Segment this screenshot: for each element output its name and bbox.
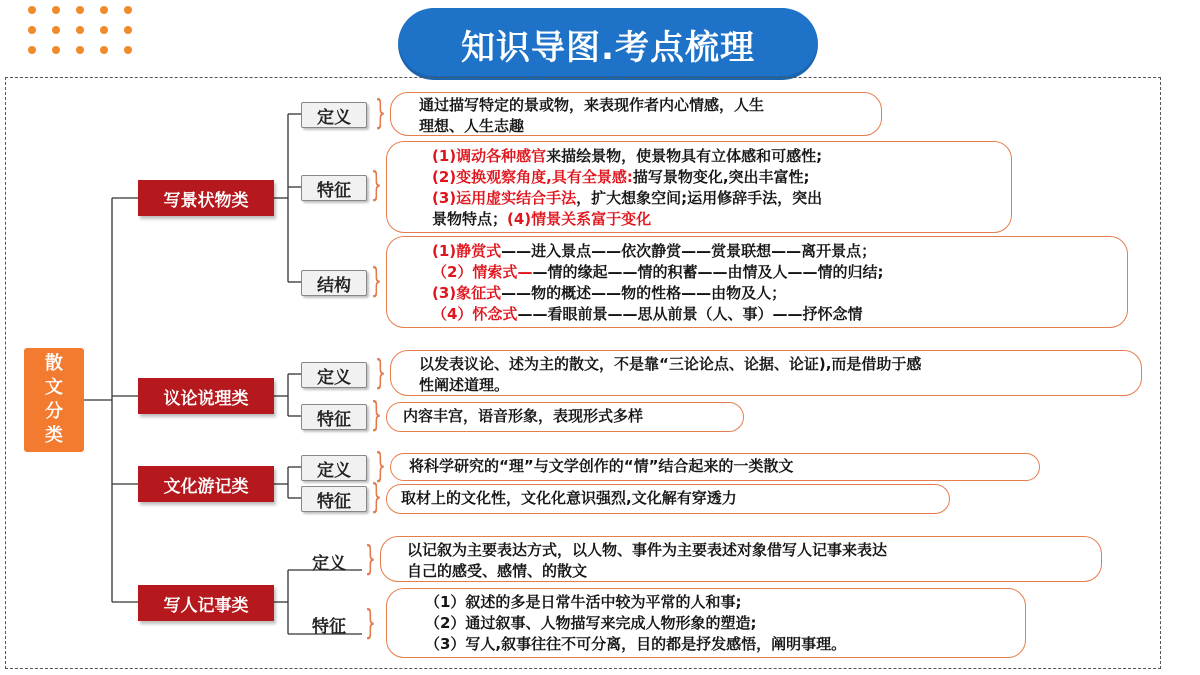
category-argument: 议论说理类 — [138, 378, 274, 414]
definition-line: 将科学研究的“理”与文学创作的“情”结合起来的一类散文 — [409, 457, 794, 475]
brace-icon: } — [375, 446, 386, 486]
definition-line: 自己的感受、感情、的散文 — [407, 562, 588, 580]
definition-line: 以记叙为主要表达方式，以人物、事件为主要表述对象借写人记事来表达 — [407, 541, 888, 559]
brace-icon: } — [371, 477, 382, 517]
category-people-events: 写人记事类 — [138, 585, 274, 621]
definition-callout — [390, 453, 1040, 481]
definition-line: 性阐述道理。 — [419, 376, 510, 394]
feature-line: （1）叙述的多是日常牛活中较为平常的人和事; — [425, 593, 742, 611]
definition-callout — [380, 536, 1102, 582]
definition-line: 理想、人生志趣 — [419, 117, 525, 135]
features-callout — [386, 402, 744, 432]
brace-icon: } — [365, 539, 376, 579]
label-definition: 定义 — [301, 102, 367, 128]
brace-icon: } — [371, 165, 382, 205]
structure-line: （4）怀念式——看眼前景——思从前景（人、事）——抒怀念情 — [432, 305, 863, 323]
brace-icon: } — [365, 603, 376, 643]
label-definition: 定义 — [301, 362, 367, 388]
feature-line: （3）写人,叙事往往不可分离，目的都是抒发感悟，阐明事理。 — [425, 635, 847, 653]
label-features: 特征 — [312, 616, 346, 637]
structure-line: （2）情索式——情的缘起——情的积蓄——由情及人——情的归结; — [432, 263, 884, 281]
structure-line: (3)象征式——物的概述——物的性格——由物及人； — [432, 284, 787, 302]
definition-callout — [390, 92, 882, 136]
structure-callout — [386, 236, 1128, 328]
brace-icon: } — [371, 261, 382, 301]
definition-line: 通过描写特定的景或物，来表现作者内心情感，人生 — [419, 96, 765, 114]
features-callout — [386, 588, 1026, 658]
label-features: 特征 — [301, 175, 367, 201]
structure-line: (1)静赏式——进入景点——依次静赏——赏景联想——离开景点； — [432, 242, 877, 260]
category-travel: 文化游记类 — [138, 466, 274, 502]
feature-line: (3)运用虚实结合手法，扩大想象空间;运用修辞手法，突出 — [432, 189, 823, 207]
label-structure: 结构 — [301, 270, 367, 296]
feature-line: 景物特点；(4)情景关系富于变化 — [432, 210, 652, 228]
label-features: 特征 — [301, 404, 367, 430]
label-definition: 定义 — [301, 455, 367, 481]
brace-icon: } — [371, 395, 382, 435]
feature-line: 内容丰宫，语音形象，表现形式多样 — [403, 407, 644, 425]
label-definition: 定义 — [312, 553, 346, 574]
features-callout — [386, 141, 1012, 233]
feature-line: （2）通过叙事、人物描写来完成人物形象的塑造; — [425, 614, 757, 632]
category-scenery: 写景状物类 — [138, 180, 274, 216]
feature-line: (2)变换观察角度,具有全景感:描写景物变化,突出丰富性; — [432, 168, 810, 186]
definition-callout — [390, 350, 1142, 396]
page-title: 知识导图.考点梳理 — [398, 8, 818, 80]
feature-line: (1)调动各种感官来描绘景物，使景物具有立体感和可感性; — [432, 147, 823, 165]
brace-icon: } — [375, 93, 386, 133]
label-features: 特征 — [301, 486, 367, 512]
feature-line: 取材上的文化性，文化化意识强烈,文化解有穿透力 — [401, 489, 737, 507]
definition-line: 以发表议论、述为主的散文，不是靠“三论论点、论据、论证),而是借助于感 — [419, 355, 922, 373]
root-node: 散文分类 — [24, 348, 84, 452]
features-callout — [386, 484, 950, 514]
brace-icon: } — [375, 353, 386, 393]
